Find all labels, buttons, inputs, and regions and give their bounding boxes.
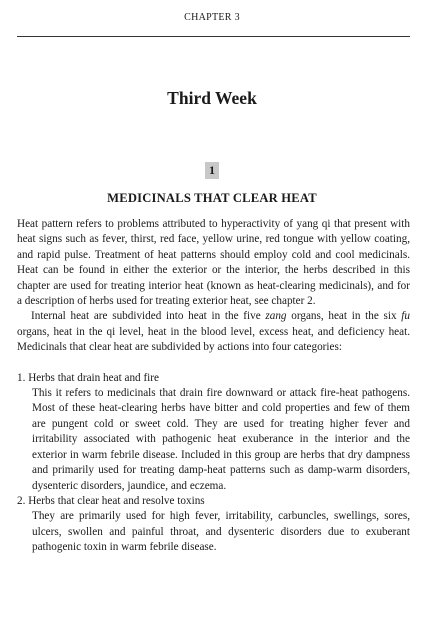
category-body: They are primarily used for high fever, irritability, carbuncles, swellings, sores, ulcers, swollen and painful throat, and dysenteric disorders due to exuberant pathogenic toxin in warm febrile disease. [32, 510, 410, 554]
paragraph-subdivision-part-b: organs, heat in the six [286, 310, 402, 323]
term-fu: fu [401, 310, 410, 323]
section-number-badge: 1 [205, 162, 219, 179]
category-list [17, 371, 410, 556]
paragraph-intro: Heat pattern refers to problems attributed to hyperactivity of yang qi that present with heat signs such as fever, thirst, red face, yellow urine, red tongue with yellow coating, and rapid pulse. Treatment of heat patterns should employ cold and cool medicinals. Heat can be found in either the exterior or the interior, the herbs described in this chapter are used for treating interior heat (known as heat-clearing medicinals), and for a description of herbs used for treating exterior heat, see chapter 2. [17, 218, 410, 308]
section-title: MEDICINALS THAT CLEAR HEAT [107, 191, 317, 205]
category-heading: 1. Herbs that drain heat and fire [17, 371, 159, 384]
paragraph-subdivision-part-a: Internal heat are subdivided into heat in the five [31, 310, 266, 323]
running-head: CHAPTER 3 [184, 12, 240, 23]
paragraph-subdivision-part-c: organs, heat in the qi level, heat in the blood level, excess heat, and deficiency heat. Medicinals that clear heat are subdivided by actions into four categories: [17, 325, 410, 354]
term-zang: zang [265, 310, 287, 323]
paragraph-subdivision [17, 309, 410, 355]
page-title: Third Week [167, 88, 257, 108]
body-text [17, 217, 410, 556]
list-item [17, 494, 410, 556]
list-item [17, 371, 410, 494]
category-heading: 2. Herbs that clear heat and resolve toxins [17, 494, 205, 507]
header-divider [17, 36, 410, 37]
category-body: This it refers to medicinals that drain fire downward or attack fire-heat pathogens. Most of these heat-clearing herbs have bitter and cold properties and few of them are pungent cold or sweet cold. They are used for treating higher fever and irritability associated with pathogenic heat exuberance in the interior and the exterior in warm febrile disease. Included in this group are herbs that dry dampness and primarily used for treating damp-heat patterns such as damp-warm disorders, dysenteric disorders, jaundice, and eczema. [32, 387, 410, 492]
